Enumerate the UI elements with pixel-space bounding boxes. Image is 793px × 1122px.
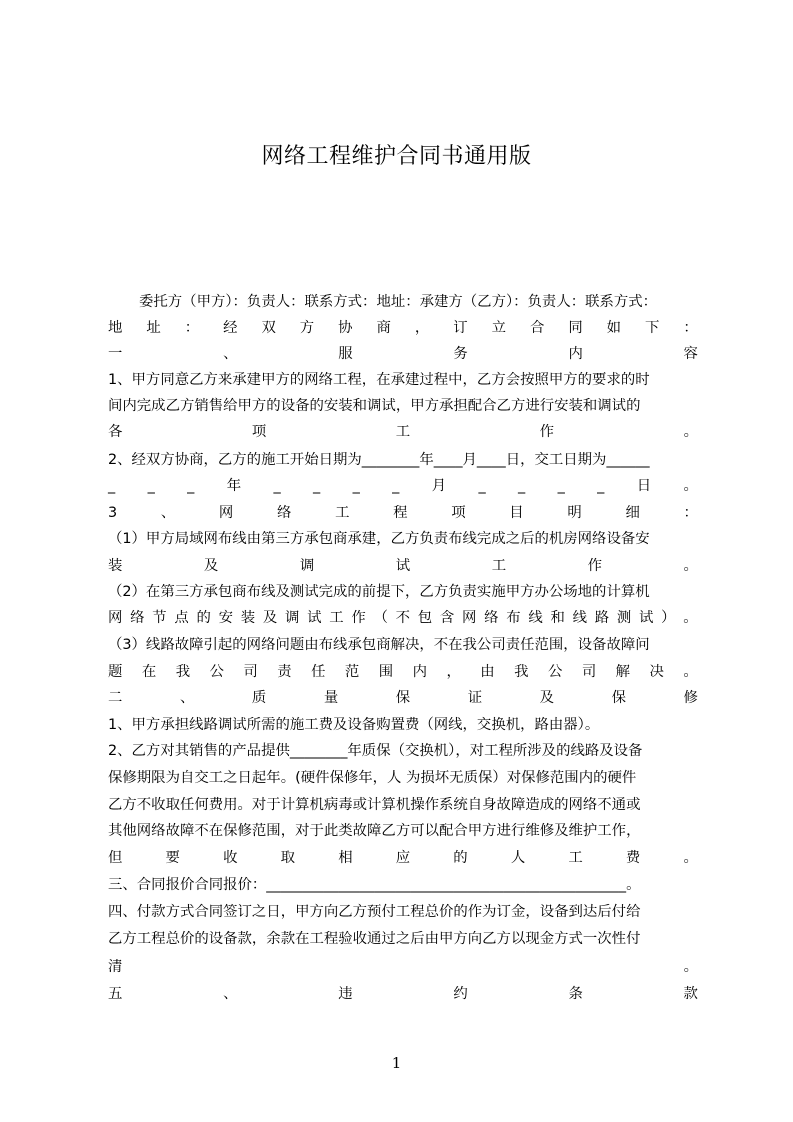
detail-3-line-2 <box>108 659 698 685</box>
spaced-char: 由 <box>480 664 495 680</box>
spaced-char: _ <box>187 478 195 494</box>
spaced-char: 和 <box>550 610 565 626</box>
spaced-char: 、 <box>223 986 238 1002</box>
spaced-char: 人 <box>510 850 526 866</box>
spaced-char: ： <box>683 505 698 521</box>
spaced-char: 容 <box>683 346 698 362</box>
spaced-char: 保 <box>611 690 626 706</box>
section-3-price-line: 三、合同报价合同报价：__________________________________________________。 <box>108 877 641 893</box>
spaced-char: 作 <box>539 424 555 440</box>
spaced-char: 及 <box>539 690 555 706</box>
spaced-char: 明 <box>567 505 582 521</box>
spaced-char: 责 <box>277 664 292 680</box>
clause-1-2-line-1: 2、经双方协商，乙方的施工开始日期为________年____月____日，交工日期为______ <box>108 452 650 468</box>
spaced-char: _ <box>478 478 486 494</box>
spaced-char: _ <box>352 478 360 494</box>
spaced-char: 测 <box>616 610 632 626</box>
spaced-char: 地 <box>108 320 123 336</box>
spaced-char: 围 <box>378 664 394 680</box>
spaced-char: 司 <box>581 664 597 680</box>
spaced-char: 、 <box>179 690 195 706</box>
spaced-char: 调 <box>299 558 315 574</box>
spaced-char: 收 <box>223 850 238 866</box>
spaced-char: 合 <box>529 320 545 336</box>
spaced-char: 公 <box>209 664 224 680</box>
spaced-char: 量 <box>323 690 339 706</box>
spaced-char: 网 <box>218 505 234 521</box>
clause-2-2-line-4: 其他网络故障不在保修范围，对于此类故障乙方可以配合甲方进行维修及维护工作， <box>108 823 641 839</box>
spaced-char: （ <box>373 610 388 626</box>
clause-1-2-line-2 <box>108 473 698 499</box>
address-agreement-line <box>108 315 698 341</box>
spaced-char: 络 <box>276 505 292 521</box>
spaced-char: _ <box>108 478 116 494</box>
spaced-char: 细 <box>625 505 640 521</box>
section-4-line-3 <box>108 954 698 980</box>
spaced-char: 约 <box>453 986 468 1002</box>
spaced-char: ， <box>446 664 461 680</box>
spaced-char: 题 <box>108 664 123 680</box>
spaced-char: 包 <box>417 610 433 626</box>
spaced-char: 保 <box>395 690 411 706</box>
spaced-char: _ <box>392 478 400 494</box>
spaced-char: _ <box>147 478 155 494</box>
spaced-char: 工 <box>491 558 507 574</box>
spaced-char: 清 <box>108 959 123 975</box>
spaced-char: 目 <box>509 505 524 521</box>
detail-2-line-1: （2）在第三方承包商布线及测试完成的前提下，乙方负责实施甲方办公场地的计算机 <box>108 584 650 600</box>
spaced-char: 线 <box>572 610 588 626</box>
spaced-char: _ <box>597 478 605 494</box>
spaced-char: 解 <box>615 664 631 680</box>
spaced-char: 年 <box>226 478 242 494</box>
spaced-char: 公 <box>547 664 563 680</box>
clause-1-1-line-2: 间内完成乙方销售给甲方的设备的安装和调试，甲方承担配合乙方进行安装和调试的 <box>108 398 641 414</box>
spaced-char: 节 <box>152 610 167 626</box>
spaced-char: 双 <box>261 320 276 336</box>
page-number: 1 <box>391 1054 402 1072</box>
clause-1-1-line-3 <box>108 419 698 445</box>
section-5-heading <box>108 981 698 1007</box>
detail-3-line-1: （3）线路故障引起的网络问题由布线承包商解决，不在我公司责任范围，设备故障问 <box>108 637 650 653</box>
spaced-char: 及 <box>262 610 278 626</box>
clause-2-2-line-2: 保修期限为自交工之日起年。(硬件保修年，人 为损坏无质保）对保修范围内的硬件 <box>108 770 637 786</box>
spaced-char: 五 <box>108 986 123 1002</box>
spaced-char: 。 <box>683 959 698 975</box>
spaced-char: 络 <box>130 610 145 626</box>
section-4-line-2: 乙方工程总价的设备款，余款在工程验收通过之后由甲方向乙方以现金方式一次性付 <box>108 931 641 947</box>
document-title: 网络工程维护合同书通用版 <box>261 144 532 169</box>
spaced-char: 调 <box>285 610 300 626</box>
spaced-char: 路 <box>594 610 610 626</box>
spaced-char: 、 <box>223 346 238 362</box>
spaced-char: 如 <box>606 320 622 336</box>
spaced-char: 各 <box>108 424 123 440</box>
clause-1-1-line-1: 1、甲方同意乙方来承建甲方的网络工程，在承建过程中，乙方会按照甲方的要求的时 <box>108 372 650 388</box>
spaced-char: 。 <box>683 664 698 680</box>
spaced-char: 司 <box>243 664 258 680</box>
spaced-char: 立 <box>491 320 506 336</box>
section-1-heading <box>108 341 698 367</box>
spaced-char: 3 <box>108 505 118 521</box>
spaced-char: _ <box>557 478 565 494</box>
spaced-char: 我 <box>514 664 529 680</box>
spaced-char: 我 <box>175 664 191 680</box>
spaced-char: 取 <box>280 850 296 866</box>
spaced-char: 修 <box>683 690 698 706</box>
spaced-char: 务 <box>453 346 468 362</box>
spaced-char: 工 <box>395 424 411 440</box>
spaced-char: 内 <box>568 346 583 362</box>
spaced-char: 工 <box>568 850 583 866</box>
spaced-char: 线 <box>528 610 543 626</box>
spaced-char: 内 <box>412 664 427 680</box>
spaced-char: 条 <box>568 986 583 1002</box>
spaced-char: 的 <box>196 610 211 626</box>
spaced-char: 、 <box>160 505 176 521</box>
spaced-char: 作 <box>587 558 603 574</box>
spaced-char: 网 <box>108 610 123 626</box>
spaced-char: 二 <box>108 690 123 706</box>
detail-1-line-1: （1）甲方局域网布线由第三方承包商承建，乙方负责布线完成之后的机房网络设备安 <box>108 531 650 547</box>
spaced-char: _ <box>313 478 321 494</box>
party-info-line: 委托方（甲方）：负责人：联系方式：地址：承建方（乙方）：负责人：联系方式： <box>139 294 658 310</box>
spaced-char: 试 <box>307 610 322 626</box>
spaced-char: ） <box>661 610 676 626</box>
spaced-char: 下 <box>645 320 660 336</box>
spaced-char: 作 <box>351 610 366 626</box>
spaced-char: 及 <box>203 558 219 574</box>
spaced-char: 工 <box>335 505 350 521</box>
spaced-char: 装 <box>108 558 123 574</box>
spaced-char: 址 <box>146 320 161 336</box>
spaced-char: 费 <box>625 850 641 866</box>
spaced-char: ： <box>683 320 698 336</box>
clause-2-2-line-3: 乙方不收取任何费用。对于计算机病毒或计算机操作系统自身故障造成的网络不通或 <box>108 797 641 813</box>
clause-2-2-line-1: 2、乙方对其销售的产品提供________年质保（交换机），对工程所涉及的线路及设备 <box>108 743 643 759</box>
spaced-char: 试 <box>639 610 654 626</box>
clause-2-2-line-5 <box>108 845 698 871</box>
spaced-char: 项 <box>251 424 267 440</box>
spaced-char: 。 <box>683 850 698 866</box>
clause-2-1-line: 1、甲方承担线路调试所需的施工费及设备购置费（网线，交换机，路由器）。 <box>108 717 600 733</box>
spaced-char: 。 <box>683 424 698 440</box>
spaced-char: 协 <box>338 320 353 336</box>
spaced-char: 网 <box>462 610 477 626</box>
spaced-char: 证 <box>467 690 483 706</box>
spaced-char: 方 <box>299 320 315 336</box>
spaced-char: 商 <box>376 320 391 336</box>
spaced-char: 订 <box>453 320 468 336</box>
spaced-char: 。 <box>683 610 698 626</box>
section-4-line-1: 四、付款方式合同签订之日，甲方向乙方预付工程总价的作为订金，设备到达后付给 <box>108 904 641 920</box>
spaced-char: 含 <box>439 610 455 626</box>
spaced-char: 项 <box>451 505 466 521</box>
spaced-char: 违 <box>338 986 353 1002</box>
spaced-char: 相 <box>338 850 353 866</box>
spaced-char: 决 <box>649 664 664 680</box>
spaced-char: 试 <box>395 558 411 574</box>
spaced-char: 装 <box>240 610 256 626</box>
spaced-char: 在 <box>141 664 157 680</box>
spaced-char: 同 <box>568 320 583 336</box>
spaced-char: 款 <box>683 986 698 1002</box>
spaced-char: 点 <box>174 610 189 626</box>
spaced-char: _ <box>518 478 526 494</box>
spaced-char: ： <box>184 320 200 336</box>
spaced-char: 程 <box>393 505 408 521</box>
spaced-char: 范 <box>344 664 360 680</box>
spaced-char: 质 <box>251 690 267 706</box>
spaced-char: 不 <box>395 610 411 626</box>
spaced-char: 要 <box>165 850 180 866</box>
spaced-char: 经 <box>223 320 238 336</box>
detail-2-line-2 <box>108 605 698 631</box>
spaced-char: 工 <box>329 610 344 626</box>
spaced-char: 任 <box>311 664 326 680</box>
spaced-char: 服 <box>338 346 353 362</box>
spaced-char: 。 <box>683 558 698 574</box>
spaced-char: 日 <box>636 478 652 494</box>
spaced-char: 应 <box>395 850 411 866</box>
spaced-char: ， <box>414 320 430 336</box>
spaced-char: 络 <box>484 610 499 626</box>
spaced-char: 一 <box>108 346 123 362</box>
spaced-char: 布 <box>506 610 521 626</box>
spaced-char: _ <box>273 478 281 494</box>
spaced-char: 。 <box>683 478 698 494</box>
detail-1-line-2 <box>108 553 698 579</box>
spaced-char: 安 <box>218 610 234 626</box>
spaced-char: 的 <box>453 850 468 866</box>
spaced-char: 月 <box>431 478 447 494</box>
clause-1-3-heading <box>108 500 698 526</box>
spaced-char: 但 <box>108 850 123 866</box>
section-2-heading <box>108 685 698 711</box>
